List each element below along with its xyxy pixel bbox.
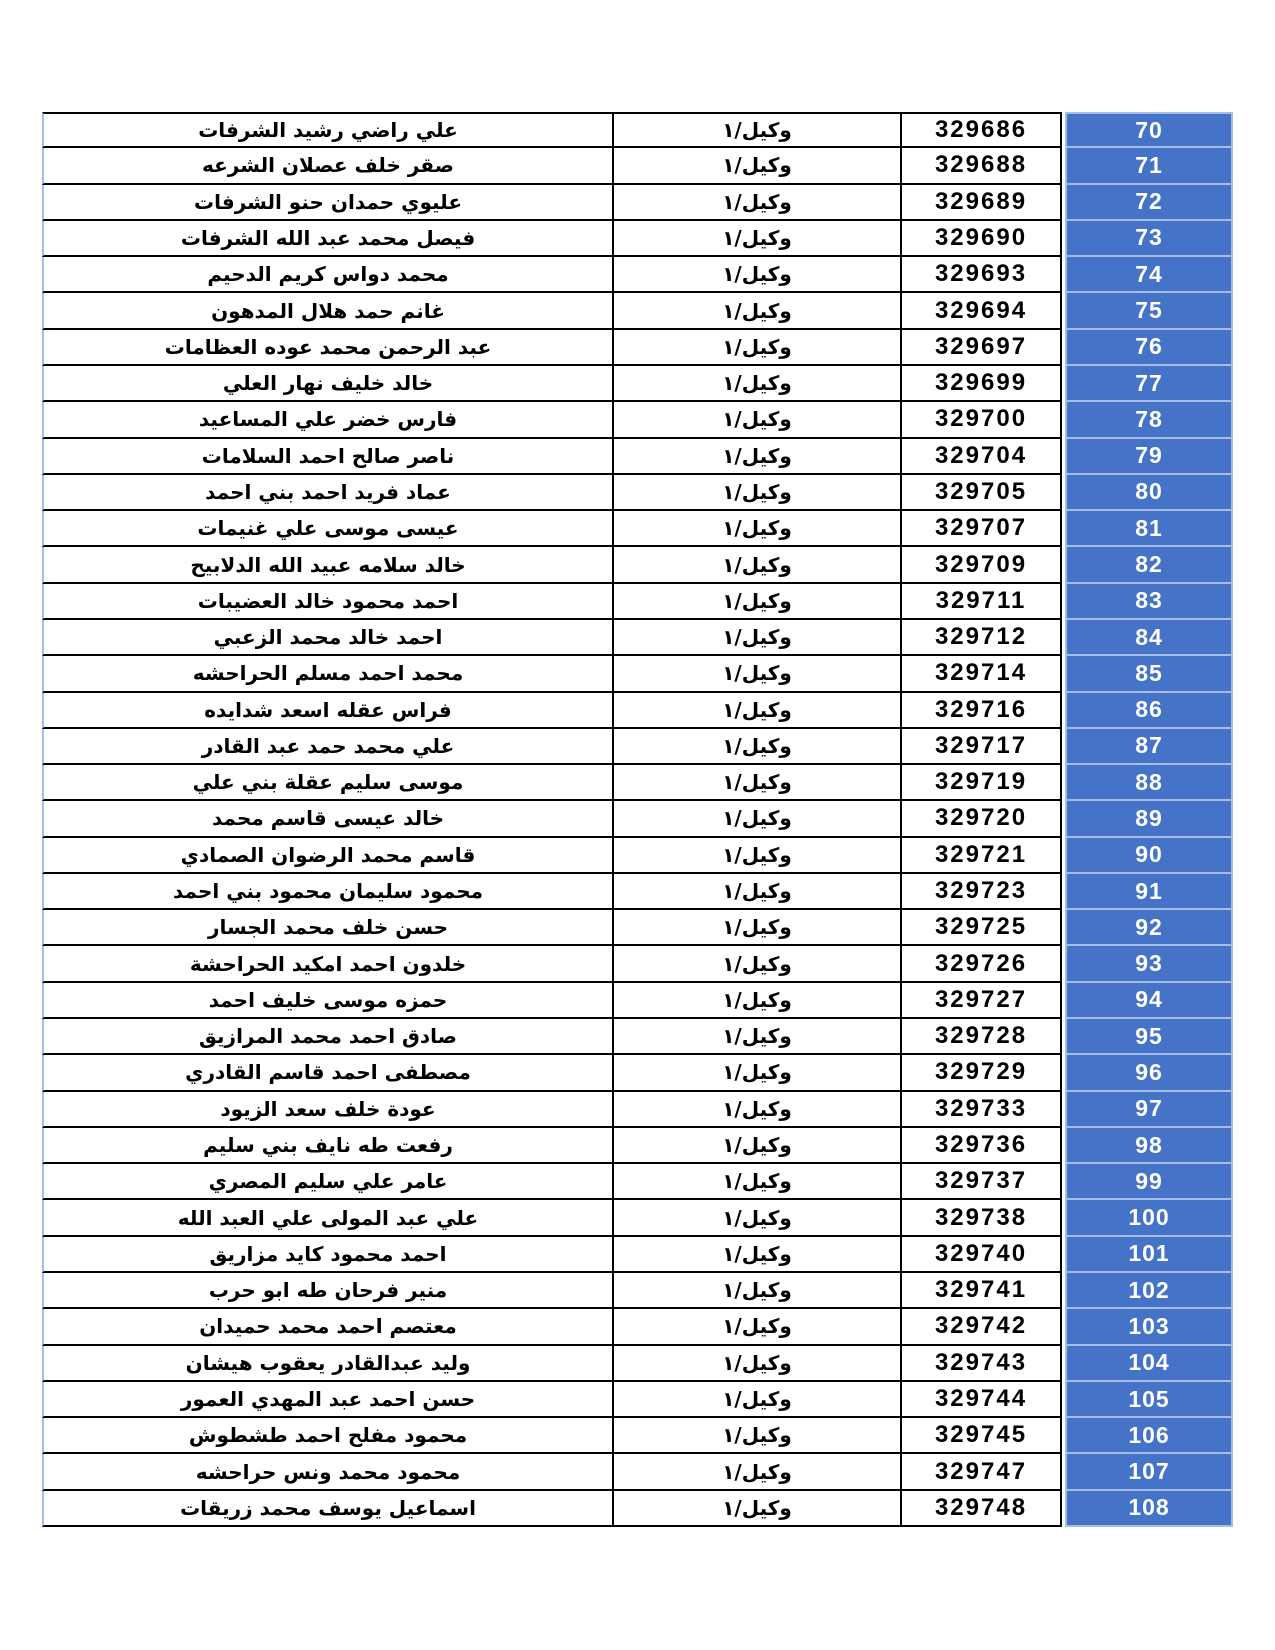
table-row xyxy=(42,693,1233,729)
table-row xyxy=(42,439,1233,475)
military-number: 329745 xyxy=(900,1418,1062,1454)
military-number: 329723 xyxy=(900,874,1062,910)
military-number: 329726 xyxy=(900,946,1062,982)
serial-number-badge: 72 xyxy=(1065,185,1233,221)
serial-number-badge: 75 xyxy=(1065,293,1233,329)
table-row xyxy=(42,1491,1233,1527)
military-number: 329712 xyxy=(900,620,1062,656)
officer-name: عودة خلف سعد الزيود xyxy=(42,1092,612,1128)
table-row xyxy=(42,185,1233,221)
serial-number-badge: 108 xyxy=(1065,1491,1233,1527)
rank-value: وكيل/١ xyxy=(612,1418,900,1454)
officer-name: حسن احمد عبد المهدي العمور xyxy=(42,1382,612,1418)
serial-number-badge: 81 xyxy=(1065,511,1233,547)
rank-value: وكيل/١ xyxy=(612,257,900,293)
officer-name: محمد دواس كريم الدحيم xyxy=(42,257,612,293)
table-row xyxy=(42,983,1233,1019)
table-row xyxy=(42,1164,1233,1200)
officer-name: احمد محمود كايد مزاريق xyxy=(42,1237,612,1273)
rank-value: وكيل/١ xyxy=(612,1128,900,1164)
officer-name: حسن خلف محمد الجسار xyxy=(42,910,612,946)
serial-number-badge: 80 xyxy=(1065,475,1233,511)
military-number: 329728 xyxy=(900,1019,1062,1055)
table-row xyxy=(42,1418,1233,1454)
military-number: 329725 xyxy=(900,910,1062,946)
serial-number-badge: 91 xyxy=(1065,874,1233,910)
military-number: 329743 xyxy=(900,1346,1062,1382)
officer-name: علي محمد حمد عبد القادر xyxy=(42,729,612,765)
rank-value: وكيل/١ xyxy=(612,148,900,184)
rank-value: وكيل/١ xyxy=(612,874,900,910)
military-number: 329716 xyxy=(900,693,1062,729)
table-row xyxy=(42,1309,1233,1345)
officer-name: منير فرحان طه ابو حرب xyxy=(42,1273,612,1309)
rank-value: وكيل/١ xyxy=(612,1346,900,1382)
table-row xyxy=(42,946,1233,982)
serial-number-badge: 79 xyxy=(1065,439,1233,475)
table-row xyxy=(42,148,1233,184)
officer-name: فراس عقله اسعد شدايده xyxy=(42,693,612,729)
military-number: 329697 xyxy=(900,330,1062,366)
table-row xyxy=(42,1273,1233,1309)
serial-number-badge: 107 xyxy=(1065,1454,1233,1490)
rank-value: وكيل/١ xyxy=(612,801,900,837)
table-row xyxy=(42,729,1233,765)
rank-value: وكيل/١ xyxy=(612,1491,900,1527)
rank-value: وكيل/١ xyxy=(612,439,900,475)
table-row xyxy=(42,475,1233,511)
table-row xyxy=(42,1237,1233,1273)
rank-value: وكيل/١ xyxy=(612,1092,900,1128)
rank-value: وكيل/١ xyxy=(612,1019,900,1055)
rank-value: وكيل/١ xyxy=(612,946,900,982)
officer-name: خالد سلامه عبيد الله الدلابيح xyxy=(42,547,612,583)
serial-number-badge: 93 xyxy=(1065,946,1233,982)
table-row xyxy=(42,293,1233,329)
military-number: 329704 xyxy=(900,439,1062,475)
officer-name: ناصر صالح احمد السلامات xyxy=(42,439,612,475)
military-number: 329736 xyxy=(900,1128,1062,1164)
serial-number-badge: 74 xyxy=(1065,257,1233,293)
officer-name: علي راضي رشيد الشرفات xyxy=(42,112,612,148)
table-row xyxy=(42,330,1233,366)
military-number: 329748 xyxy=(900,1491,1062,1527)
rank-value: وكيل/١ xyxy=(612,112,900,148)
military-number: 329694 xyxy=(900,293,1062,329)
table-row xyxy=(42,910,1233,946)
table-row xyxy=(42,801,1233,837)
serial-number-badge: 73 xyxy=(1065,221,1233,257)
serial-number-badge: 90 xyxy=(1065,838,1233,874)
serial-number-badge: 104 xyxy=(1065,1346,1233,1382)
serial-number-badge: 88 xyxy=(1065,765,1233,801)
military-number: 329719 xyxy=(900,765,1062,801)
rank-value: وكيل/١ xyxy=(612,293,900,329)
table-row xyxy=(42,1055,1233,1091)
table-row xyxy=(42,221,1233,257)
military-number: 329727 xyxy=(900,983,1062,1019)
rank-value: وكيل/١ xyxy=(612,330,900,366)
officer-name: محمد احمد مسلم الحراحشه xyxy=(42,656,612,692)
serial-number-badge: 86 xyxy=(1065,693,1233,729)
rank-value: وكيل/١ xyxy=(612,221,900,257)
serial-number-badge: 97 xyxy=(1065,1092,1233,1128)
military-number: 329690 xyxy=(900,221,1062,257)
serial-number-badge: 76 xyxy=(1065,330,1233,366)
rank-value: وكيل/١ xyxy=(612,729,900,765)
table-row xyxy=(42,547,1233,583)
serial-number-badge: 92 xyxy=(1065,910,1233,946)
officer-name: صادق احمد محمد المرازيق xyxy=(42,1019,612,1055)
serial-number-badge: 94 xyxy=(1065,983,1233,1019)
table-row xyxy=(42,620,1233,656)
military-number: 329711 xyxy=(900,584,1062,620)
officer-name: وليد عبدالقادر يعقوب هيشان xyxy=(42,1346,612,1382)
military-number: 329688 xyxy=(900,148,1062,184)
serial-number-badge: 70 xyxy=(1065,112,1233,148)
military-number: 329714 xyxy=(900,656,1062,692)
officer-name: معتصم احمد محمد حميدان xyxy=(42,1309,612,1345)
rank-value: وكيل/١ xyxy=(612,366,900,402)
serial-number-badge: 89 xyxy=(1065,801,1233,837)
table-row xyxy=(42,402,1233,438)
rank-value: وكيل/١ xyxy=(612,547,900,583)
military-number: 329740 xyxy=(900,1237,1062,1273)
rank-value: وكيل/١ xyxy=(612,1382,900,1418)
serial-number-badge: 82 xyxy=(1065,547,1233,583)
serial-number-badge: 100 xyxy=(1065,1200,1233,1236)
rank-value: وكيل/١ xyxy=(612,765,900,801)
officer-name: خالد عيسى قاسم محمد xyxy=(42,801,612,837)
serial-number-badge: 105 xyxy=(1065,1382,1233,1418)
serial-number-badge: 96 xyxy=(1065,1055,1233,1091)
rank-value: وكيل/١ xyxy=(612,1309,900,1345)
officer-name: عليوي حمدان حنو الشرفات xyxy=(42,185,612,221)
table-row xyxy=(42,838,1233,874)
military-number: 329720 xyxy=(900,801,1062,837)
officer-name: اسماعيل يوسف محمد زريقات xyxy=(42,1491,612,1527)
officer-name: رفعت طه نايف بني سليم xyxy=(42,1128,612,1164)
rank-value: وكيل/١ xyxy=(612,1164,900,1200)
rank-value: وكيل/١ xyxy=(612,185,900,221)
table-row xyxy=(42,112,1233,148)
rank-value: وكيل/١ xyxy=(612,1454,900,1490)
officer-name: قاسم محمد الرضوان الصمادي xyxy=(42,838,612,874)
table-row xyxy=(42,584,1233,620)
military-number: 329705 xyxy=(900,475,1062,511)
officer-name: محمود مفلح احمد طشطوش xyxy=(42,1418,612,1454)
military-number: 329717 xyxy=(900,729,1062,765)
officer-name: فيصل محمد عبد الله الشرفات xyxy=(42,221,612,257)
military-number: 329693 xyxy=(900,257,1062,293)
serial-number-badge: 102 xyxy=(1065,1273,1233,1309)
serial-number-badge: 103 xyxy=(1065,1309,1233,1345)
table-row xyxy=(42,1346,1233,1382)
military-number: 329686 xyxy=(900,112,1062,148)
table-row xyxy=(42,874,1233,910)
officer-name: احمد خالد محمد الزعبي xyxy=(42,620,612,656)
serial-number-badge: 85 xyxy=(1065,656,1233,692)
officer-name: خالد خليف نهار العلي xyxy=(42,366,612,402)
serial-number-badge: 71 xyxy=(1065,148,1233,184)
officer-name: صقر خلف عصلان الشرعه xyxy=(42,148,612,184)
table-row xyxy=(42,257,1233,293)
military-number: 329707 xyxy=(900,511,1062,547)
table-row xyxy=(42,656,1233,692)
serial-number-badge: 101 xyxy=(1065,1237,1233,1273)
military-number: 329747 xyxy=(900,1454,1062,1490)
table-row xyxy=(42,1382,1233,1418)
officer-name: عامر علي سليم المصري xyxy=(42,1164,612,1200)
rank-value: وكيل/١ xyxy=(612,983,900,1019)
military-number: 329699 xyxy=(900,366,1062,402)
military-number: 329721 xyxy=(900,838,1062,874)
serial-number-badge: 95 xyxy=(1065,1019,1233,1055)
military-number: 329700 xyxy=(900,402,1062,438)
officer-name: احمد محمود خالد العضيبات xyxy=(42,584,612,620)
table-row xyxy=(42,765,1233,801)
military-number: 329738 xyxy=(900,1200,1062,1236)
rank-value: وكيل/١ xyxy=(612,584,900,620)
officer-name: محمود محمد ونس حراحشه xyxy=(42,1454,612,1490)
officer-name: موسى سليم عقلة بني علي xyxy=(42,765,612,801)
serial-number-badge: 98 xyxy=(1065,1128,1233,1164)
officer-name: عيسى موسى علي غنيمات xyxy=(42,511,612,547)
table-row xyxy=(42,1092,1233,1128)
rank-value: وكيل/١ xyxy=(612,1200,900,1236)
officer-name: مصطفى احمد قاسم القادري xyxy=(42,1055,612,1091)
military-number: 329709 xyxy=(900,547,1062,583)
serial-number-badge: 84 xyxy=(1065,620,1233,656)
serial-number-badge: 106 xyxy=(1065,1418,1233,1454)
table-row xyxy=(42,1200,1233,1236)
table-row xyxy=(42,1019,1233,1055)
serial-number-badge: 87 xyxy=(1065,729,1233,765)
military-number: 329744 xyxy=(900,1382,1062,1418)
table-row xyxy=(42,1128,1233,1164)
military-number: 329737 xyxy=(900,1164,1062,1200)
military-number: 329689 xyxy=(900,185,1062,221)
table-row xyxy=(42,511,1233,547)
military-number: 329742 xyxy=(900,1309,1062,1345)
rank-value: وكيل/١ xyxy=(612,693,900,729)
serial-number-badge: 83 xyxy=(1065,584,1233,620)
military-number: 329733 xyxy=(900,1092,1062,1128)
officer-name: محمود سليمان محمود بني احمد xyxy=(42,874,612,910)
officer-name: حمزه موسى خليف احمد xyxy=(42,983,612,1019)
officer-name: غانم حمد هلال المدهون xyxy=(42,293,612,329)
serial-number-badge: 77 xyxy=(1065,366,1233,402)
rank-value: وكيل/١ xyxy=(612,1055,900,1091)
officer-name: فارس خضر علي المساعيد xyxy=(42,402,612,438)
military-number: 329741 xyxy=(900,1273,1062,1309)
rank-value: وكيل/١ xyxy=(612,1273,900,1309)
officer-name: عماد فريد احمد بني احمد xyxy=(42,475,612,511)
serial-number-badge: 78 xyxy=(1065,402,1233,438)
rank-value: وكيل/١ xyxy=(612,475,900,511)
rank-value: وكيل/١ xyxy=(612,656,900,692)
officer-name: علي عبد المولى علي العبد الله xyxy=(42,1200,612,1236)
officer-name: خلدون احمد امكيد الحراحشة xyxy=(42,946,612,982)
rank-value: وكيل/١ xyxy=(612,620,900,656)
serial-number-badge: 99 xyxy=(1065,1164,1233,1200)
rank-value: وكيل/١ xyxy=(612,402,900,438)
military-number: 329729 xyxy=(900,1055,1062,1091)
rank-value: وكيل/١ xyxy=(612,511,900,547)
rank-value: وكيل/١ xyxy=(612,1237,900,1273)
rank-value: وكيل/١ xyxy=(612,910,900,946)
officer-name: عبد الرحمن محمد عوده العظامات xyxy=(42,330,612,366)
table-row xyxy=(42,1454,1233,1490)
officer-list-table xyxy=(42,112,1233,1527)
table-row xyxy=(42,366,1233,402)
rank-value: وكيل/١ xyxy=(612,838,900,874)
